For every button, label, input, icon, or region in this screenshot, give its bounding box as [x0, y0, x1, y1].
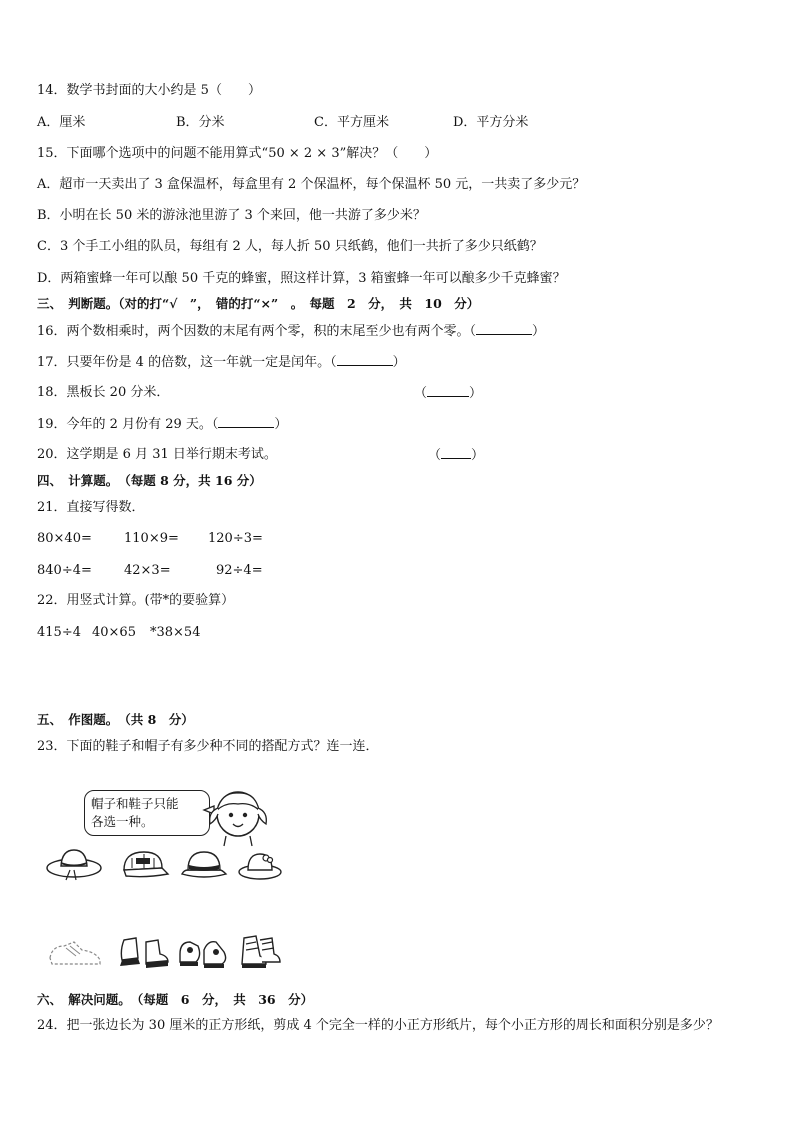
q18-open: （ — [414, 386, 428, 401]
q22-stem: 22．用竖式计算。(带*的要验算） — [37, 593, 235, 608]
q21-stem: 21．直接写得数． — [37, 500, 145, 515]
q18-bracket — [414, 384, 482, 403]
q20-close: ） — [471, 448, 485, 463]
q19-close: ） — [274, 417, 288, 432]
q18-stem: 18．黑板长 20 分米． — [37, 385, 170, 400]
q15-option-d: D．两箱蜜蜂一年可以酿 50 千克的蜂蜜，照这样计算，3 箱蜜蜂一年可以酿多少千克蜂蜜？ — [37, 271, 566, 286]
q16 — [37, 322, 545, 341]
bubble-line-1: 帽子和鞋子只能 — [91, 796, 179, 811]
q16-close: ） — [532, 324, 546, 339]
section-5-title: 五、 作图题。 （共 8 分） — [37, 712, 194, 727]
q21-item-4: 840÷4= — [37, 563, 92, 578]
q18-close: ） — [469, 386, 483, 401]
section-4-title: 四、 计算题。 （每题 8 分，共 16 分） — [37, 473, 262, 488]
q20-stem: 20．这学期是 6 月 31 日举行期末考试。 — [37, 447, 277, 462]
girl-illustration — [200, 786, 270, 848]
q20-answer-blank[interactable] — [441, 446, 471, 459]
q17 — [37, 353, 406, 372]
q14-option-d: D．平方分米 — [453, 115, 529, 130]
q19-stem: 19．今年的 2 月份有 29 天。（ — [37, 417, 219, 432]
q15-option-a: A．超市一天卖出了 3 盒保温杯，每盒里有 2 个保温杯，每个保温杯 50 元，一共卖了多少元？ — [37, 177, 586, 192]
q21-item-5: 42×3= — [124, 563, 171, 578]
q21-item-1: 80×40= — [37, 531, 92, 546]
shoe-icon-3 — [176, 932, 230, 970]
q16-answer-blank[interactable] — [476, 322, 532, 335]
hat-icon-3 — [178, 846, 230, 882]
shoe-icon-1 — [46, 934, 104, 968]
q19-answer-blank[interactable] — [218, 415, 274, 428]
q21-item-6: 92÷4= — [216, 563, 263, 578]
hat-icon-2 — [118, 846, 170, 882]
q14-option-c: C．平方厘米 — [314, 115, 389, 130]
q14-option-a: A．厘米 — [37, 115, 86, 130]
q14-option-b: B．分米 — [176, 115, 225, 130]
q22-item-2: 40×65 — [92, 625, 136, 640]
q23-stem: 23．下面的鞋子和帽子有多少种不同的搭配方式？连一连． — [37, 739, 379, 754]
q17-close: ） — [392, 355, 406, 370]
section-6-title: 六、 解决问题。 （每题 6 分， 共 36 分） — [37, 992, 314, 1007]
shoe-icon-4 — [236, 930, 282, 970]
bubble-line-2: 各选一种。 — [91, 814, 154, 829]
hat-icon-4 — [236, 844, 284, 882]
q22-item-3: *38×54 — [150, 625, 201, 640]
hat-icon-1 — [44, 842, 104, 882]
q15-stem: 15．下面哪个选项中的问题不能用算式“50 × 2 × 3”解决？（ ） — [37, 146, 438, 161]
q15-option-b: B．小明在长 50 米的游泳池里游了 3 个来回，他一共游了多少米？ — [37, 208, 426, 223]
q19 — [37, 415, 287, 434]
q17-stem: 17．只要年份是 4 的倍数，这一年就一定是闰年。（ — [37, 355, 337, 370]
q21-item-2: 110×9= — [124, 531, 179, 546]
q24-stem: 24．把一张边长为 30 厘米的正方形纸，剪成 4 个完全一样的小正方形纸片，每个小正方形的周长和面积分别是多少？ — [37, 1018, 719, 1033]
q14-stem: 14．数学书封面的大小约是 5（ ） — [37, 83, 261, 98]
q22-item-1: 415÷4 — [37, 625, 81, 640]
q20-open: （ — [428, 448, 442, 463]
q15-option-c: C．3 个手工小组的队员，每组有 2 人，每人折 50 只纸鹤，他们一共折了多少只纸鹤？ — [37, 239, 543, 254]
q21-item-3: 120÷3= — [208, 531, 263, 546]
section-3-title: 三、 判断题。（对的打“√ ”， 错的打“×” 。 每题 2 分， 共 10 分） — [37, 296, 480, 311]
q16-stem: 16．两个数相乘时，两个因数的末尾有两个零，积的末尾至少也有两个零。（ — [37, 324, 477, 339]
q20-bracket — [428, 446, 484, 465]
speech-bubble — [84, 790, 210, 836]
q17-answer-blank[interactable] — [337, 353, 393, 366]
shoe-icon-2 — [116, 930, 172, 970]
q18-answer-blank[interactable] — [427, 384, 469, 397]
